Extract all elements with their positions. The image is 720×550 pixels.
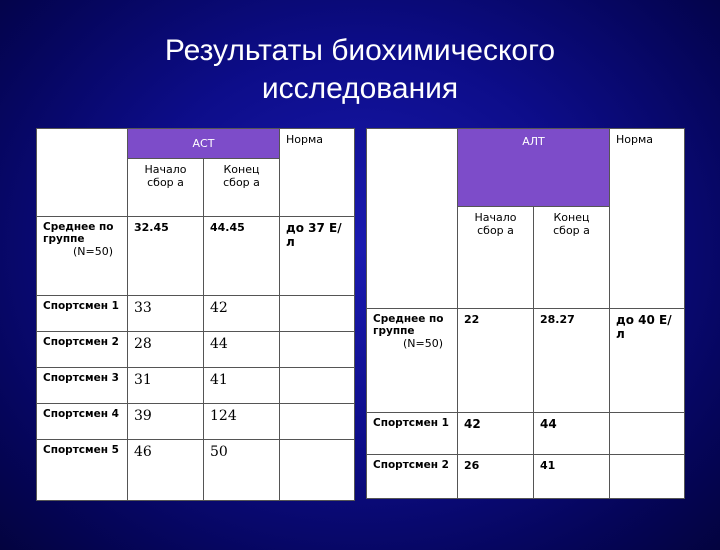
ast-avg-end: 44.45 bbox=[204, 217, 280, 296]
ast-corner-cell bbox=[37, 129, 128, 217]
slide-title bbox=[0, 32, 720, 108]
ast-cell-norm bbox=[280, 296, 355, 332]
alt-cell-start: 26 bbox=[458, 455, 534, 499]
alt-avg-end: 28.27 bbox=[534, 309, 610, 413]
ast-cell-end: 44 bbox=[204, 332, 280, 368]
alt-row-label: Спортсмен 1 bbox=[367, 413, 458, 455]
alt-cell-start: 42 bbox=[458, 413, 534, 455]
alt-row-sublabel: (N=50) bbox=[403, 337, 444, 350]
ast-cell-start: 46 bbox=[128, 440, 204, 501]
ast-row-label bbox=[37, 217, 128, 296]
ast-row-label: Спортсмен 1 bbox=[37, 296, 128, 332]
ast-row-label: Спортсмен 4 bbox=[37, 404, 128, 440]
ast-cell-norm bbox=[280, 368, 355, 404]
title-line-2: исследования bbox=[261, 72, 459, 105]
ast-row-label-text: Среднее по группе bbox=[43, 221, 114, 245]
ast-row-label: Спортсмен 3 bbox=[37, 368, 128, 404]
ast-row-label: Спортсмен 5 bbox=[37, 440, 128, 501]
ast-cell-norm bbox=[280, 440, 355, 501]
alt-norm-header: Норма bbox=[610, 129, 685, 309]
alt-row-label-text: Среднее по группе bbox=[373, 313, 444, 337]
ast-col-end: Конец сбор а bbox=[204, 159, 280, 217]
alt-cell-end: 44 bbox=[534, 413, 610, 455]
alt-cell-end: 41 bbox=[534, 455, 610, 499]
alt-col-end: Конец сбор а bbox=[534, 207, 610, 309]
ast-cell-start: 33 bbox=[128, 296, 204, 332]
ast-row-label: Спортсмен 2 bbox=[37, 332, 128, 368]
alt-table bbox=[366, 128, 685, 499]
ast-cell-norm bbox=[280, 404, 355, 440]
ast-cell-end: 41 bbox=[204, 368, 280, 404]
alt-cell-norm bbox=[610, 413, 685, 455]
alt-col-start: Начало сбор а bbox=[458, 207, 534, 309]
ast-cell-start: 28 bbox=[128, 332, 204, 368]
ast-cell-end: 42 bbox=[204, 296, 280, 332]
ast-avg-norm: до 37 Е/л bbox=[280, 217, 355, 296]
ast-avg-start: 32.45 bbox=[128, 217, 204, 296]
ast-cell-start: 39 bbox=[128, 404, 204, 440]
ast-cell-start: 31 bbox=[128, 368, 204, 404]
alt-cell-norm bbox=[610, 455, 685, 499]
ast-col-start: Начало сбор а bbox=[128, 159, 204, 217]
alt-row-label: Спортсмен 2 bbox=[367, 455, 458, 499]
alt-corner-cell bbox=[367, 129, 458, 309]
ast-cell-end: 124 bbox=[204, 404, 280, 440]
ast-norm-header: Норма bbox=[280, 129, 355, 217]
title-line-1: Результаты биохимического bbox=[164, 34, 556, 67]
alt-row-label bbox=[367, 309, 458, 413]
ast-row-sublabel: (N=50) bbox=[73, 245, 114, 258]
ast-group-header: АСТ bbox=[128, 129, 280, 159]
alt-group-header: АЛТ bbox=[458, 129, 610, 207]
ast-table bbox=[36, 128, 355, 501]
alt-avg-start: 22 bbox=[458, 309, 534, 413]
ast-cell-end: 50 bbox=[204, 440, 280, 501]
ast-cell-norm bbox=[280, 332, 355, 368]
alt-avg-norm: до 40 Е/л bbox=[610, 309, 685, 413]
